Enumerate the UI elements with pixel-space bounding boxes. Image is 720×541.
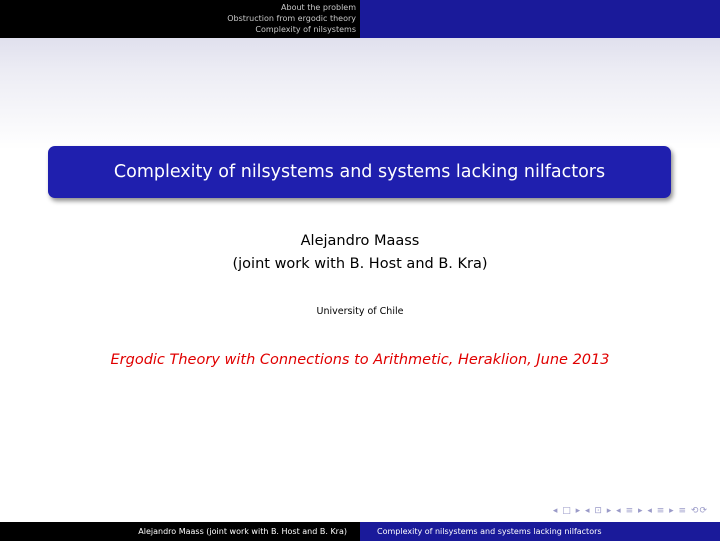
nav-section-obstruction[interactable]: Obstruction from ergodic theory — [227, 14, 356, 23]
nav-section-about[interactable]: About the problem — [281, 3, 356, 12]
footer-author: Alejandro Maass (joint work with B. Host and B. Kra) — [138, 527, 347, 536]
header-bar — [0, 0, 720, 38]
conference-date: Ergodic Theory with Connections to Arithmetic, Heraklion, June 2013 — [110, 352, 610, 368]
institute: University of Chile — [316, 306, 404, 317]
coauthors: (joint work with B. Host and B. Kra) — [232, 256, 488, 272]
footer-bar — [0, 522, 720, 541]
title-box — [48, 146, 671, 198]
slide-title: Complexity of nilsystems and systems lacking nilfactors — [113, 162, 606, 182]
footer-title: Complexity of nilsystems and systems lacking nilfactors — [360, 522, 720, 541]
nav-section-complexity[interactable]: Complexity of nilsystems — [255, 25, 356, 34]
header-right-block — [360, 0, 720, 38]
beamer-navigation-icons[interactable]: ◂ □ ▸ ◂ ⊡ ▸ ◂ ≡ ▸ ◂ ≡ ▸ ≡ ⟲⟳ — [552, 506, 708, 516]
section-navigation — [0, 2, 356, 35]
author-name: Alejandro Maass — [300, 233, 420, 249]
